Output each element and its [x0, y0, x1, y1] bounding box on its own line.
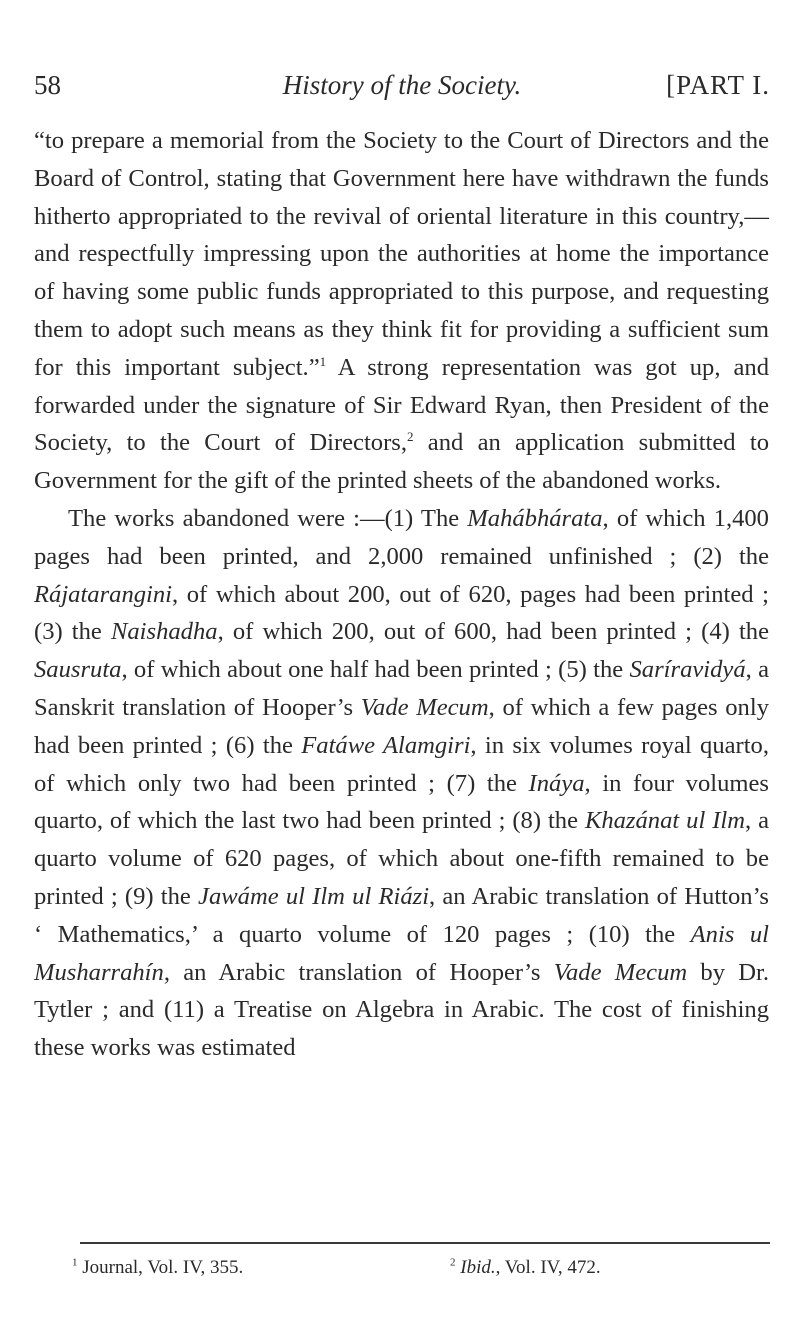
text-run: , an Arabic translation of Hutton’s ‘ Mathematics,’ a quarto volume of 120 pages ; (10) the: [34, 882, 769, 948]
work-title-sausruta: Sausruta: [34, 656, 122, 684]
text-run: , of which a few pages only had been printed ; (6) the: [34, 693, 769, 759]
text-run: , in six volumes royal quarto, of which only two had been printed ; (7) the: [34, 731, 769, 797]
text-run: The works abandoned were :—(1) The: [68, 504, 468, 532]
text-run: , of which 200, out of 600, had been printed ; (4) the: [217, 618, 769, 646]
work-title-vade-mecum: Vade Mecum: [360, 693, 489, 721]
work-title-jawame-ul-ilm: Jawáme ul Ilm ul Riázi: [198, 882, 430, 910]
footnote-2-mark: 2: [450, 1256, 456, 1269]
text-run: , a quarto volume of 620 pages, of which about one-fifth remained to be printed ; (9) the: [34, 807, 769, 910]
text-run: , a Sanskrit translation of Hooper’s: [34, 656, 770, 721]
work-title-fatawe-alamgiri: Fatáwe Alamgiri: [301, 731, 471, 759]
text-run: , of which about 200, out of 620, pages had been printed ; (3) the: [34, 580, 769, 646]
work-title-vade-mecum-2: Vade Mecum: [553, 958, 688, 986]
work-title-naishadha: Naishadha: [110, 618, 218, 646]
work-title-sariravidya: Saríravidyá: [629, 656, 746, 684]
text-run: , an Arabic translation of Hooper’s: [163, 958, 554, 986]
work-title-anis-ul-musharrahin: Anis ul Musharrahín: [34, 920, 769, 986]
body-text: [34, 122, 769, 1067]
footnote-ref-2: 2: [407, 429, 414, 445]
footnote-2-ref: Ibid.: [455, 1257, 496, 1278]
footnote-1-text: Journal, Vol. IV, 355.: [77, 1257, 244, 1278]
footnote-rule: [80, 1242, 770, 1244]
text-run: , in four volumes quarto, of which the last two had been printed ; (8) the: [34, 769, 769, 835]
text-run: , of which 1,400 pages had been printed, and 2,000 remained unfinished ; (2) the: [34, 504, 769, 570]
paragraph-2: [34, 500, 769, 1067]
running-head: [34, 70, 770, 110]
paragraph-1-text: “to prepare a memorial from the Society to the Court of Directors and the Board of Control, stating that Government here have withdrawn the funds hitherto appropriated to the revival of oriental literature in this country,—and respectfully impressing upon the authorities at home the importance of having some public funds appropriated to this purpose, and requesting them to adopt such means as they think fit for providing a sufficient sum for this important subject.”: [34, 127, 769, 381]
paragraph-1-text-b: A strong representation was got up, and forwarded under the signature of Sir Edward Ryan, then President of the Society, to the Court of Directors,: [34, 353, 770, 457]
part-label: [PART I.: [666, 70, 770, 100]
text-run: by Dr. Tytler ; and (11) a Treatise on Algebra in Arabic. The cost of finishing these works was estimated: [34, 958, 769, 1062]
footnote-2: [450, 1256, 601, 1280]
paragraph-1: [34, 122, 769, 500]
footnote-1-mark: 1: [72, 1256, 78, 1269]
work-title-mahabharata: Mahábhárata: [467, 504, 603, 532]
work-title-inaya: Ináya: [528, 769, 585, 797]
text-run: , of which about one half had been printed ; (5) the: [121, 656, 630, 684]
page-number: 58: [34, 70, 61, 100]
footnote-2-text: , Vol. IV, 472.: [495, 1257, 601, 1278]
work-title-rajatarangini: Rájatarangini: [34, 580, 173, 608]
work-title-khazanat-ul-ilm: Khazánat ul Ilm: [584, 807, 745, 835]
footnote-ref-1: 1: [319, 353, 327, 369]
running-title: History of the Society.: [282, 70, 522, 100]
paragraph-1-text-c: and an application submitted to Government for the gift of the printed sheets of the abandoned works.: [34, 429, 769, 495]
footnote-1: [72, 1256, 243, 1280]
